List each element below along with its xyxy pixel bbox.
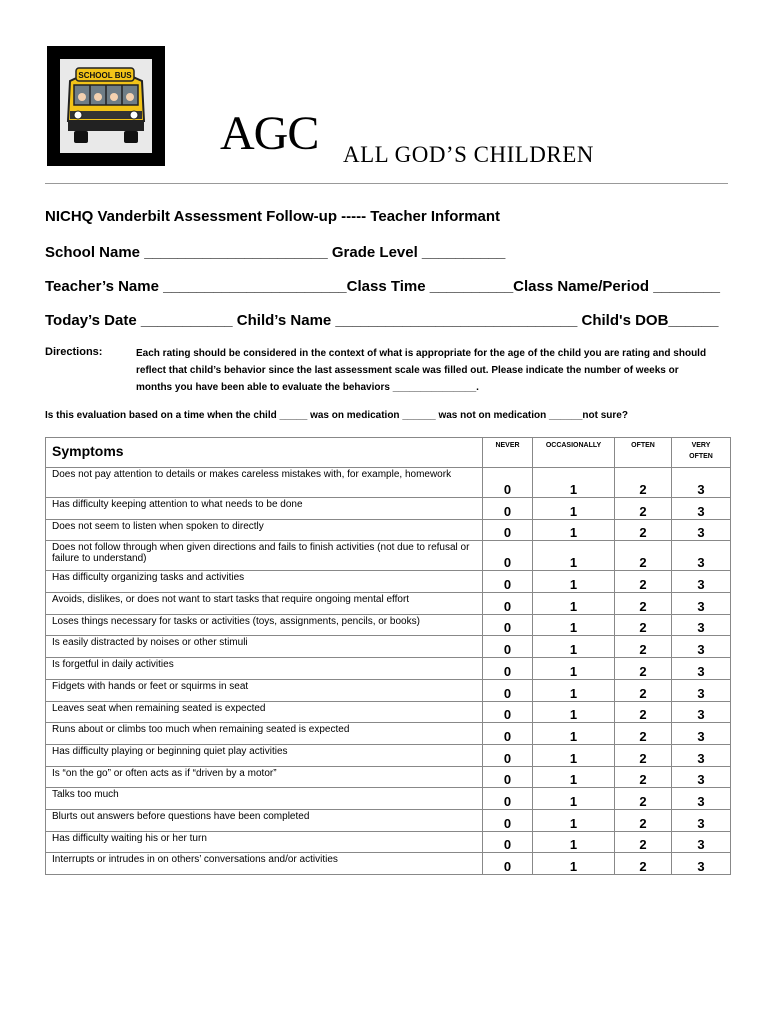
score-often[interactable]: 2	[615, 701, 672, 723]
symptom-text: Has difficulty organizing tasks and activities	[46, 571, 483, 593]
score-often[interactable]: 2	[615, 766, 672, 788]
score-often[interactable]: 2	[615, 614, 672, 636]
score-very-often[interactable]: 3	[672, 541, 731, 571]
score-occasionally[interactable]: 1	[533, 571, 615, 593]
symptom-text: Has difficulty keeping attention to what needs to be done	[46, 498, 483, 520]
score-very-often[interactable]: 3	[672, 519, 731, 541]
column-often: OFTEN	[615, 438, 672, 468]
symptoms-table	[45, 437, 731, 875]
date-child-fields[interactable]: Today’s Date ___________ Child’s Name _____________________________ Child's DOB______	[45, 312, 719, 329]
score-very-often[interactable]: 3	[672, 788, 731, 810]
score-occasionally[interactable]: 1	[533, 519, 615, 541]
score-often[interactable]: 2	[615, 788, 672, 810]
score-never[interactable]: 0	[483, 614, 533, 636]
score-very-often[interactable]: 3	[672, 614, 731, 636]
score-often[interactable]: 2	[615, 723, 672, 745]
symptom-text: Has difficulty playing or beginning quiet play activities	[46, 744, 483, 766]
symptom-text: Leaves seat when remaining seated is expected	[46, 701, 483, 723]
score-never[interactable]: 0	[483, 809, 533, 831]
teacher-class-fields[interactable]: Teacher’s Name ______________________Class Time __________Class Name/Period ________	[45, 278, 720, 295]
score-often[interactable]: 2	[615, 593, 672, 615]
score-very-often[interactable]: 3	[672, 636, 731, 658]
score-often[interactable]: 2	[615, 541, 672, 571]
table-header-row	[46, 438, 731, 468]
symptom-text: Fidgets with hands or feet or squirms in seat	[46, 679, 483, 701]
score-never[interactable]: 0	[483, 593, 533, 615]
score-often[interactable]: 2	[615, 744, 672, 766]
score-never[interactable]: 0	[483, 468, 533, 498]
score-occasionally[interactable]: 1	[533, 701, 615, 723]
score-never[interactable]: 0	[483, 519, 533, 541]
column-occasionally: OCCASIONALLY	[533, 438, 615, 468]
table-row	[46, 831, 731, 853]
score-never[interactable]: 0	[483, 498, 533, 520]
brand-name: ALL GOD’S CHILDREN	[343, 142, 594, 167]
score-occasionally[interactable]: 1	[533, 744, 615, 766]
score-occasionally[interactable]: 1	[533, 498, 615, 520]
column-never: NEVER	[483, 438, 533, 468]
score-occasionally[interactable]: 1	[533, 614, 615, 636]
score-never[interactable]: 0	[483, 853, 533, 875]
score-never[interactable]: 0	[483, 636, 533, 658]
table-row	[46, 809, 731, 831]
table-row	[46, 614, 731, 636]
score-never[interactable]: 0	[483, 571, 533, 593]
table-row	[46, 701, 731, 723]
score-never[interactable]: 0	[483, 766, 533, 788]
table-row	[46, 468, 731, 498]
score-never[interactable]: 0	[483, 658, 533, 680]
score-never[interactable]: 0	[483, 701, 533, 723]
table-row	[46, 519, 731, 541]
score-occasionally[interactable]: 1	[533, 831, 615, 853]
score-very-often[interactable]: 3	[672, 701, 731, 723]
score-very-often[interactable]: 3	[672, 853, 731, 875]
symptom-text: Interrupts or intrudes in on others’ conversations and/or activities	[46, 853, 483, 875]
score-occasionally[interactable]: 1	[533, 679, 615, 701]
score-never[interactable]: 0	[483, 541, 533, 571]
score-occasionally[interactable]: 1	[533, 723, 615, 745]
column-very-often: VERY OFTEN	[672, 438, 731, 468]
score-occasionally[interactable]: 1	[533, 809, 615, 831]
table-row	[46, 498, 731, 520]
score-very-often[interactable]: 3	[672, 744, 731, 766]
score-often[interactable]: 2	[615, 498, 672, 520]
score-occasionally[interactable]: 1	[533, 636, 615, 658]
table-row	[46, 744, 731, 766]
table-row	[46, 636, 731, 658]
score-occasionally[interactable]: 1	[533, 658, 615, 680]
score-often[interactable]: 2	[615, 468, 672, 498]
directions-text: Each rating should be considered in the context of what is appropriate for the age of the child you are rating and should reflect that child’s behavior since the last assessment scale was filled out. Please indicate the number of weeks or months you have been able to evaluate the behaviors _______________.	[136, 348, 707, 393]
table-row	[46, 788, 731, 810]
score-often[interactable]: 2	[615, 571, 672, 593]
score-very-often[interactable]: 3	[672, 831, 731, 853]
symptom-text: Does not seem to listen when spoken to directly	[46, 519, 483, 541]
score-occasionally[interactable]: 1	[533, 468, 615, 498]
score-very-often[interactable]: 3	[672, 498, 731, 520]
score-very-often[interactable]: 3	[672, 809, 731, 831]
symptom-text: Talks too much	[46, 788, 483, 810]
score-very-often[interactable]: 3	[672, 468, 731, 498]
form-title: NICHQ Vanderbilt Assessment Follow-up ----- Teacher Informant	[45, 208, 501, 225]
school-bus-icon	[60, 59, 152, 153]
score-occasionally[interactable]: 1	[533, 593, 615, 615]
score-very-often[interactable]: 3	[672, 766, 731, 788]
score-very-often[interactable]: 3	[672, 593, 731, 615]
brand-abbreviation: AGC	[220, 107, 319, 160]
medication-question[interactable]: Is this evaluation based on a time when the child _____ was on medication ______ was not on medication ______not sure?	[45, 410, 628, 421]
score-never[interactable]: 0	[483, 723, 533, 745]
symptom-text: Has difficulty waiting his or her turn	[46, 831, 483, 853]
score-never[interactable]: 0	[483, 679, 533, 701]
table-row	[46, 679, 731, 701]
school-bus-logo	[47, 46, 165, 166]
score-often[interactable]: 2	[615, 853, 672, 875]
symptom-text: Blurts out answers before questions have been completed	[46, 809, 483, 831]
score-often[interactable]: 2	[615, 636, 672, 658]
logo-text: SCHOOL BUS	[78, 71, 132, 80]
school-grade-fields[interactable]: School Name ______________________ Grade Level __________	[45, 244, 506, 261]
symptom-text: Avoids, dislikes, or does not want to start tasks that require ongoing mental effort	[46, 593, 483, 615]
table-row	[46, 853, 731, 875]
score-occasionally[interactable]: 1	[533, 766, 615, 788]
table-row	[46, 723, 731, 745]
table-row	[46, 541, 731, 571]
score-very-often[interactable]: 3	[672, 723, 731, 745]
header-divider	[45, 183, 728, 184]
score-occasionally[interactable]: 1	[533, 853, 615, 875]
score-never[interactable]: 0	[483, 788, 533, 810]
score-often[interactable]: 2	[615, 679, 672, 701]
symptom-text: Is forgetful in daily activities	[46, 658, 483, 680]
table-row	[46, 766, 731, 788]
score-occasionally[interactable]: 1	[533, 788, 615, 810]
symptom-text: Runs about or climbs too much when remaining seated is expected	[46, 723, 483, 745]
score-often[interactable]: 2	[615, 658, 672, 680]
logo-image	[60, 59, 152, 153]
score-very-often[interactable]: 3	[672, 571, 731, 593]
symptom-text: Does not follow through when given directions and fails to finish activities (not due to refusal or failure to understand)	[46, 541, 483, 571]
symptom-text: Does not pay attention to details or makes careless mistakes with, for example, homework	[46, 468, 483, 498]
score-often[interactable]: 2	[615, 831, 672, 853]
table-row	[46, 571, 731, 593]
symptoms-header: Symptoms	[46, 438, 483, 468]
table-row	[46, 658, 731, 680]
score-never[interactable]: 0	[483, 744, 533, 766]
directions-label: Directions:	[45, 346, 103, 358]
score-very-often[interactable]: 3	[672, 679, 731, 701]
table-row	[46, 593, 731, 615]
score-never[interactable]: 0	[483, 831, 533, 853]
symptom-text: Is easily distracted by noises or other stimuli	[46, 636, 483, 658]
score-often[interactable]: 2	[615, 519, 672, 541]
score-very-often[interactable]: 3	[672, 658, 731, 680]
symptom-text: Is “on the go” or often acts as if “driven by a motor”	[46, 766, 483, 788]
score-occasionally[interactable]: 1	[533, 541, 615, 571]
score-often[interactable]: 2	[615, 809, 672, 831]
symptom-text: Loses things necessary for tasks or activities (toys, assignments, pencils, or books)	[46, 614, 483, 636]
